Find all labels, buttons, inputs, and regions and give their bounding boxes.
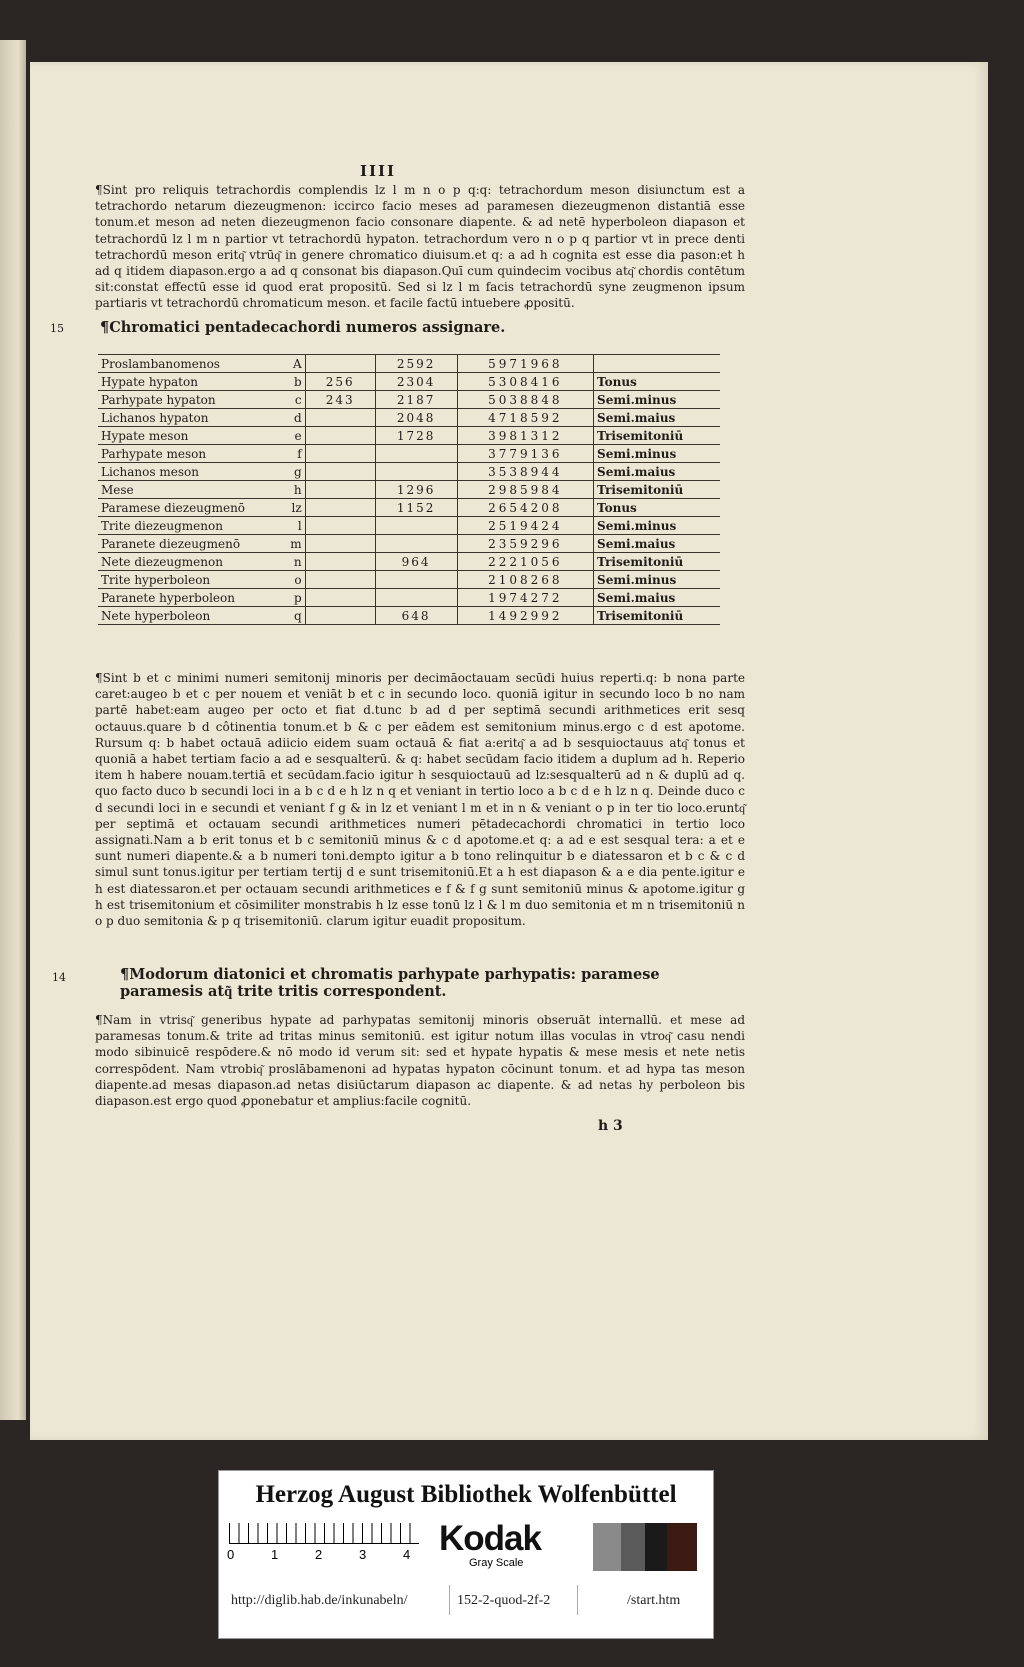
table-cell-value — [305, 517, 375, 535]
table-cell-value — [305, 607, 375, 625]
catchword: h 3 — [598, 1118, 623, 1134]
table-row — [98, 499, 720, 517]
table-cell-value — [305, 535, 375, 553]
table-cell-value — [375, 445, 457, 463]
table-cell-letter: o — [276, 571, 305, 589]
table-cell-name: Parhypate hypaton — [98, 391, 276, 409]
paragraph-1: ¶Sint pro reliquis tetrachordis complendis lz l m n o p q:q: tetrachordum meson disiunctum est a tetrachordo netarum diezeugmenon: iccirco facio meses ad paramesen diezeugmenon distantiā esse tonum.et meson ad neten diezeugmenon facio consonare diapente. & ad netē hyperboleon diapason et tetrachordū lz l m n partior vt tetrachordū hypaton. tetrachordum vero n o p q partior vt in prece denti tetrachordū meson eritq͂ vtrūq͂ in genere chromatico diuisum.et q: a ad h cognita est esse dia pason:et h ad q itidem diapason.ergo a ad q consonat bis diapason.Quī cum quindecim vocibus atq͂ chordis contētum sit:constat effectū esse id quod erat propositū. Sed si lz l m facis tetrachordū syne zeugmenon ipsum partiaris vt tetrachordū chromaticum meson. et facile factū intuebere ꝓpositū. — [95, 183, 745, 311]
table-cell-interval: Trisemitoniū — [594, 481, 720, 499]
table-cell-value: 2359296 — [457, 535, 593, 553]
table-cell-name: Trite diezeugmenon — [98, 517, 276, 535]
table-cell-letter: m — [276, 535, 305, 553]
table-cell-value: 2304 — [375, 373, 457, 391]
table-cell-value: 2187 — [375, 391, 457, 409]
table-cell-value — [375, 571, 457, 589]
paragraph-3: ¶Nam in vtrisq͂ generibus hypate ad parhypatas semitonij minoris obseruāt internallū. et mese ad paramesas tonum.& trite ad tritas minus semitoniū. est igitur notum illas voculas in vtroq͂ casu nendi modo sibinuicē respōdere.& nō modo id verum sit: sed et hypate hypatis & mese mesis et nete netis correspōdent. Nam vtrobiq͂ proslābamenoni ad hypatas hypaton cōcinunt tonum. et ad hypa tas meson diapente.ad mesas diapason.ad netas disiūctarum diapason ac diapente. & ad netas hy perboleon bis diapason.est ergo quod ꝓponebatur et amplius:facile cognitū. — [95, 1013, 745, 1109]
table-cell-value: 2221056 — [457, 553, 593, 571]
table-cell-name: Paranete hyperboleon — [98, 589, 276, 607]
table-cell-name: Parhypate meson — [98, 445, 276, 463]
table-cell-interval: Tonus — [594, 373, 720, 391]
table-cell-value: 2592 — [375, 355, 457, 373]
table-cell-value — [305, 553, 375, 571]
gray-scale-label: Gray Scale — [469, 1557, 524, 1569]
table-cell-letter: g — [276, 463, 305, 481]
table-cell-value: 1152 — [375, 499, 457, 517]
table-cell-value: 1296 — [375, 481, 457, 499]
table-cell-value: 1974272 — [457, 589, 593, 607]
book-page — [30, 62, 988, 1440]
table-cell-interval: Semi.minus — [594, 445, 720, 463]
paragraph-2: ¶Sint b et c minimi numeri semitonij minoris per decimāoctauam secūdi huius reperti.q: b nona parte caret:augeo b et c per nouem et veniāt b et c in secundo loco. quoniā igitur in secundo loco b no nam partē habet:eam augeo per octo et fiat d.tunc b ad d per septimā secundi arithmetices erit sesq octauus.quare b d côtinentia tonum.et b & c per eādem est semitonium minus.ergo c d est apotome. Rursum q: b habet octauā adiicio eidem suam octauā & fiat a:eritq͂ a ad b sesquioctauus atq͂ tonus et quoniā a habet tertiam facio a ad e sesqualterū. & q: habet secūdam facio itidem a duplum ad h. Reperio item h habere nouam.tertiā et secūdam.facio igitur h sesquioctauū ad lz:sesqualterū ad n & duplū ad q. quo facto duco b secundi loci in a b c d e h lz n q et veniant in tertio loco a b c d e h lz n q. Deinde duco c d secundi loci in e secundi et veniant f g & in lz et veniant l m et in n & veniant o p in ter tio loco.eruntq͂ per septimā et octauam secundi arithmetices numeri pētadecachordi chromatici in tertio loco assignati.Nam a b erit tonus et b c semitoniū minus & c d apotome.et q: a ad e est sesqual tera: a et e sunt numeri diapente.& a b numeri toni.dempto igitur a b tono relinquitur b e diatessaron et b c & c d simul sunt tonus.igitur per tertiam tertij d e sunt trisemitoniū.Et a h est diapason & a e dia pente.igitur e h est diatessaron.et per octauam secundi arithmetices e f & f g sunt semitoniū minus & apotome.igitur g h est trisemitonium et cōsimiliter monstrabis h lz esse tonū lz l & l m duo semitonia et m n trisemitoniū n o p duo semitonia & p q trisemitoniū. clarum igitur euadit propositum. — [95, 671, 745, 929]
url-row — [227, 1585, 705, 1615]
gray-swatch — [621, 1523, 645, 1571]
table-cell-name: Lichanos hypaton — [98, 409, 276, 427]
table-row — [98, 373, 720, 391]
table-cell-interval: Semi.minus — [594, 517, 720, 535]
table-cell-value: 5308416 — [457, 373, 593, 391]
table-cell-value: 3779136 — [457, 445, 593, 463]
table-cell-value — [375, 463, 457, 481]
table-cell-value: 4718592 — [457, 409, 593, 427]
library-title: Herzog August Bibliothek Wolfenbüttel — [255, 1481, 677, 1508]
table-cell-value — [375, 589, 457, 607]
table-row — [98, 409, 720, 427]
margin-note-2: 14 — [52, 971, 66, 984]
gray-swatch — [561, 1523, 593, 1571]
table-row — [98, 445, 720, 463]
table-cell-letter: l — [276, 517, 305, 535]
ruler-number: 4 — [403, 1547, 411, 1562]
heading-modes: ¶Modorum diatonici et chromatis parhypate parhypatis: paramese paramesis atq͂ trite tritis correspondent. — [120, 966, 660, 1000]
table-cell-value: 5971968 — [457, 355, 593, 373]
left-page-edge — [0, 40, 26, 1420]
table-cell-interval: Semi.maius — [594, 463, 720, 481]
table-cell-value: 2519424 — [457, 517, 593, 535]
gray-swatch — [645, 1523, 667, 1571]
table-cell-value: 3538944 — [457, 463, 593, 481]
table-cell-interval: Semi.maius — [594, 535, 720, 553]
table-cell-letter: e — [276, 427, 305, 445]
table-cell-value — [305, 427, 375, 445]
url-id[interactable]: 152-2-quod-2f-2 — [457, 1593, 551, 1608]
divider — [577, 1585, 578, 1615]
table-cell-name: Nete hyperboleon — [98, 607, 276, 625]
table-row — [98, 535, 720, 553]
table-cell-letter: c — [276, 391, 305, 409]
table-cell-value — [305, 445, 375, 463]
table-cell-value — [305, 481, 375, 499]
table-cell-name: Hypate meson — [98, 427, 276, 445]
table-cell-letter: lz — [276, 499, 305, 517]
table-cell-value: 1492992 — [457, 607, 593, 625]
table-cell-value: 243 — [305, 391, 375, 409]
table-cell-value: 964 — [375, 553, 457, 571]
table-cell-interval — [594, 355, 720, 373]
url-right[interactable]: /start.htm — [627, 1593, 681, 1608]
table-cell-interval: Trisemitoniū — [594, 607, 720, 625]
table-row — [98, 589, 720, 607]
gray-swatch — [667, 1523, 697, 1571]
table-cell-name: Mese — [98, 481, 276, 499]
table-cell-interval: Semi.maius — [594, 589, 720, 607]
table-cell-value: 648 — [375, 607, 457, 625]
table-cell-interval: Trisemitoniū — [594, 427, 720, 445]
gray-swatch — [593, 1523, 621, 1571]
table-cell-letter: h — [276, 481, 305, 499]
table-row — [98, 481, 720, 499]
table-cell-interval: Semi.minus — [594, 571, 720, 589]
table-cell-name: Nete diezeugmenon — [98, 553, 276, 571]
numbers-table — [98, 354, 720, 625]
table-cell-value: 5038848 — [457, 391, 593, 409]
table-row — [98, 553, 720, 571]
ruler-number: 0 — [227, 1547, 235, 1562]
table-cell-letter: p — [276, 589, 305, 607]
kodak-logo: Kodak — [439, 1519, 541, 1558]
ruler-number: 1 — [271, 1547, 279, 1562]
table-row — [98, 391, 720, 409]
table-cell-name: Lichanos meson — [98, 463, 276, 481]
table-cell-letter: A — [276, 355, 305, 373]
margin-note-1: 15 — [50, 322, 64, 335]
table-row — [98, 427, 720, 445]
table-cell-value — [305, 355, 375, 373]
table-cell-letter: q — [276, 607, 305, 625]
ruler-number: 3 — [359, 1547, 367, 1562]
table-cell-value: 2108268 — [457, 571, 593, 589]
table-row — [98, 517, 720, 535]
heading-chromatic-numbers: ¶Chromatici pentadecachordi numeros assignare. — [100, 319, 506, 336]
table-cell-value — [305, 571, 375, 589]
table-cell-interval: Tonus — [594, 499, 720, 517]
table-cell-value: 2985984 — [457, 481, 593, 499]
table-cell-letter: f — [276, 445, 305, 463]
table-cell-name: Paramese diezeugmenō — [98, 499, 276, 517]
table-cell-value — [305, 589, 375, 607]
table-cell-interval: Semi.minus — [594, 391, 720, 409]
table-cell-value — [375, 517, 457, 535]
table-cell-value: 2048 — [375, 409, 457, 427]
folio-number: IIII — [360, 162, 397, 180]
table-cell-value: 3981312 — [457, 427, 593, 445]
ruler-scale — [229, 1523, 419, 1544]
table-cell-value: 256 — [305, 373, 375, 391]
table-cell-letter: b — [276, 373, 305, 391]
ruler-number: 2 — [315, 1547, 323, 1562]
table-cell-value: 1728 — [375, 427, 457, 445]
table-cell-name: Hypate hypaton — [98, 373, 276, 391]
table-cell-value: 2654208 — [457, 499, 593, 517]
table-cell-value — [375, 535, 457, 553]
table-row — [98, 355, 720, 373]
table-cell-name: Proslambanomenos — [98, 355, 276, 373]
url-left[interactable]: http://diglib.hab.de/inkunabeln/ — [231, 1593, 408, 1608]
table-row — [98, 607, 720, 625]
table-cell-interval: Trisemitoniū — [594, 553, 720, 571]
divider — [449, 1585, 450, 1615]
table-cell-name: Trite hyperboleon — [98, 571, 276, 589]
table-row — [98, 571, 720, 589]
library-info-bar — [218, 1470, 714, 1639]
table-cell-interval: Semi.maius — [594, 409, 720, 427]
table-cell-value — [305, 409, 375, 427]
table-row — [98, 463, 720, 481]
table-cell-value — [305, 463, 375, 481]
table-cell-value — [305, 499, 375, 517]
table-cell-name: Paranete diezeugmenō — [98, 535, 276, 553]
table-cell-letter: n — [276, 553, 305, 571]
table-cell-letter: d — [276, 409, 305, 427]
